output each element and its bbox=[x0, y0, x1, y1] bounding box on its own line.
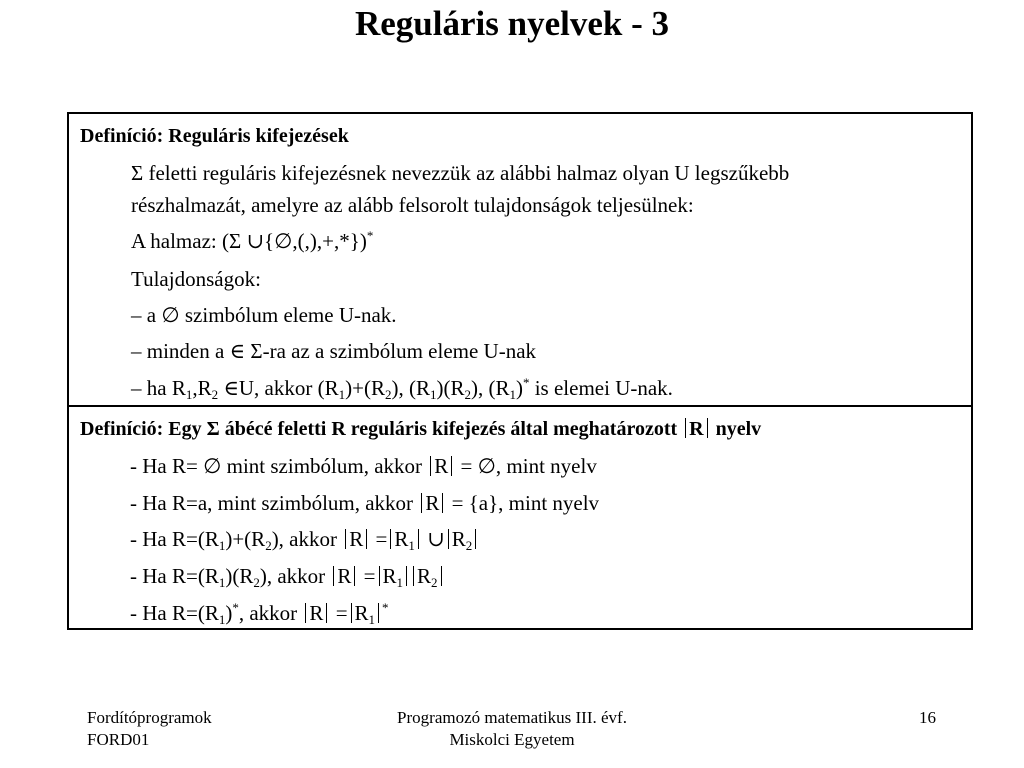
def1-line-2: részhalmazát, amelyre az alább felsorolt tulajdonságok teljesülnek: bbox=[131, 193, 694, 217]
abs-bar bbox=[379, 566, 380, 586]
text-part: R bbox=[309, 601, 324, 625]
text-part: = bbox=[370, 527, 388, 551]
def2-heading-text: Definíció: Egy Σ ábécé feletti R reguláris kifejezés által meghatározott bbox=[80, 418, 678, 440]
text-part: , akkor bbox=[238, 601, 298, 625]
subscript: 1 bbox=[368, 612, 376, 627]
footer-left bbox=[87, 707, 212, 751]
abs-bar bbox=[442, 493, 443, 513]
subscript: 1 bbox=[408, 538, 415, 553]
section-divider bbox=[69, 405, 971, 407]
footer-course-code: FORD01 bbox=[87, 730, 150, 749]
abs-bar bbox=[354, 566, 355, 586]
def1-alphabet-text: A halmaz: (Σ ∪{∅,(,),+,*}) bbox=[131, 229, 367, 253]
abs-bar bbox=[441, 566, 442, 586]
text-part: - Ha R=(R bbox=[130, 564, 219, 588]
abs-bar bbox=[366, 529, 367, 549]
slide-title: Reguláris nyelvek - 3 bbox=[354, 4, 669, 43]
text-part: - Ha R= ∅ mint szimbólum, akkor bbox=[130, 454, 423, 478]
subscript: 1 bbox=[396, 575, 404, 590]
abs-bar bbox=[430, 456, 431, 476]
subscript: 2 bbox=[384, 387, 392, 402]
abs-bar bbox=[451, 456, 452, 476]
subscript: 2 bbox=[211, 387, 219, 402]
def1-line-1: Σ feletti reguláris kifejezésnek nevezzük az alábbi halmaz olyan U legszűkebb bbox=[131, 161, 790, 185]
def1-property-2: – minden a ∈ Σ-ra az a szimbólum eleme U-nak bbox=[131, 339, 537, 363]
text-part: - Ha R=a, mint szimbólum, akkor bbox=[130, 491, 414, 515]
subscript: 1 bbox=[218, 538, 226, 553]
text-part: )+(R bbox=[345, 376, 385, 400]
def2-heading bbox=[80, 417, 761, 441]
text-part: is elemei U-nak. bbox=[529, 376, 673, 400]
kleene-star: * bbox=[366, 228, 374, 243]
subscript: 1 bbox=[509, 387, 516, 402]
footer-center bbox=[362, 707, 662, 751]
text-part: ), akkor bbox=[259, 564, 326, 588]
footer-course-name: Fordítóprogramok bbox=[87, 708, 212, 727]
text-part: ∪ bbox=[421, 527, 445, 551]
text-part: = ∅, mint nyelv bbox=[455, 454, 597, 478]
abs-bar bbox=[413, 566, 414, 586]
text-part: - Ha R=(R bbox=[130, 527, 219, 551]
text-part: R bbox=[434, 454, 449, 478]
subscript: 2 bbox=[253, 575, 260, 590]
text-part: ) bbox=[225, 601, 233, 625]
kleene-star: * bbox=[232, 600, 239, 615]
def2-rule-2 bbox=[130, 491, 599, 515]
abs-bar bbox=[378, 603, 379, 623]
text-part: ), akkor bbox=[271, 527, 337, 551]
abs-bar bbox=[333, 566, 334, 586]
abs-bar bbox=[390, 529, 391, 549]
text-part: R bbox=[354, 601, 369, 625]
def2-rule-4 bbox=[130, 564, 445, 588]
text-part: R bbox=[689, 418, 704, 440]
subscript: 1 bbox=[185, 387, 193, 402]
subscript: 2 bbox=[464, 387, 471, 402]
def2-rule-1 bbox=[130, 454, 597, 478]
definitions-box bbox=[67, 112, 973, 630]
abs-bar bbox=[685, 418, 686, 438]
subscript: 1 bbox=[218, 575, 226, 590]
text-part: ) bbox=[515, 376, 523, 400]
text-part: R bbox=[451, 527, 466, 551]
text-part: R bbox=[417, 564, 432, 588]
abs-bar bbox=[418, 529, 419, 549]
text-part: )(R bbox=[225, 564, 254, 588]
def1-properties-label: Tulajdonságok: bbox=[131, 267, 261, 291]
def1-property-3 bbox=[131, 376, 673, 400]
abs-bar bbox=[406, 566, 407, 586]
text-part: R bbox=[349, 527, 364, 551]
text-part: )+(R bbox=[225, 527, 266, 551]
subscript: 1 bbox=[429, 387, 437, 402]
text-part: )(R bbox=[436, 376, 465, 400]
kleene-star: * bbox=[382, 600, 389, 615]
text-part: R bbox=[382, 564, 397, 588]
text-part: = bbox=[330, 601, 348, 625]
text-part: ∈U, akkor (R bbox=[218, 376, 339, 400]
text-part: = bbox=[358, 564, 376, 588]
text-part: nyelv bbox=[715, 418, 762, 440]
kleene-star: * bbox=[522, 375, 530, 390]
text-part: R bbox=[394, 527, 409, 551]
abs-bar bbox=[475, 529, 476, 549]
abs-bar bbox=[326, 603, 327, 623]
abs-bar bbox=[421, 493, 422, 513]
text-part: – ha R bbox=[131, 376, 186, 400]
abs-bar bbox=[707, 418, 708, 438]
def1-property-1: – a ∅ szimbólum eleme U-nak. bbox=[131, 303, 397, 327]
text-part: = {a}, mint nyelv bbox=[446, 491, 600, 515]
def1-alphabet-line bbox=[131, 229, 373, 253]
subscript: 2 bbox=[431, 575, 438, 590]
text-part: ), (R bbox=[470, 376, 510, 400]
text-part: R bbox=[337, 564, 352, 588]
text-part: R bbox=[425, 491, 440, 515]
def1-heading: Definíció: Reguláris kifejezések bbox=[80, 125, 349, 147]
def2-rule-3 bbox=[130, 527, 479, 551]
subscript: 2 bbox=[265, 538, 272, 553]
subscript: 1 bbox=[218, 612, 226, 627]
abs-bar bbox=[345, 529, 346, 549]
subscript: 2 bbox=[465, 538, 473, 553]
abs-bar bbox=[305, 603, 306, 623]
subscript: 1 bbox=[338, 387, 346, 402]
footer-program: Programozó matematikus III. évf. bbox=[397, 708, 627, 727]
footer-university: Miskolci Egyetem bbox=[449, 730, 575, 749]
abs-bar bbox=[448, 529, 449, 549]
text-part: ), (R bbox=[391, 376, 430, 400]
text-part: ,R bbox=[192, 376, 212, 400]
page-number: 16 bbox=[919, 708, 936, 727]
abs-bar bbox=[351, 603, 352, 623]
text-part: - Ha R=(R bbox=[130, 601, 219, 625]
def2-rule-5 bbox=[130, 601, 389, 625]
